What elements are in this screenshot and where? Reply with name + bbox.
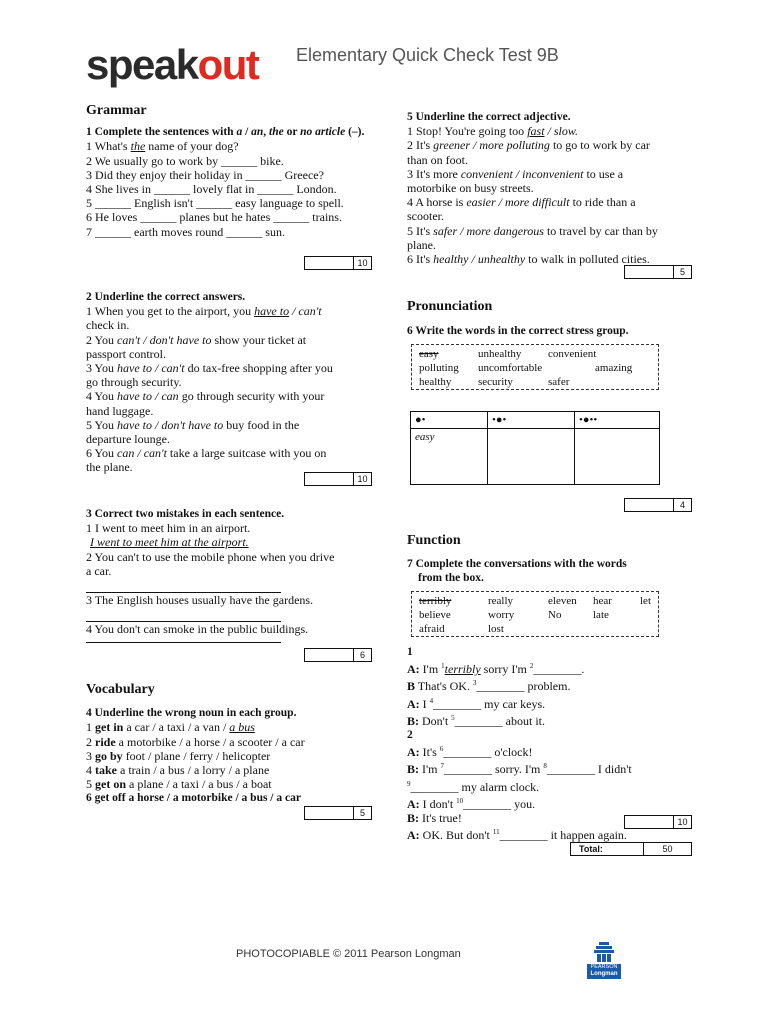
conversations — [407, 645, 707, 842]
conv-line: B: It's true! — [407, 811, 462, 826]
q1-item: 5 ______ English isn't ______ easy language to spell. — [86, 196, 344, 211]
q2-item-cont: passport control. — [86, 346, 166, 361]
q5-item-cont: scooter. — [407, 209, 444, 224]
stress-cell — [488, 429, 575, 485]
q5-item-cont: than on foot. — [407, 152, 468, 167]
word-box — [411, 344, 659, 390]
q4-item: 1 get in a car / a taxi / a van / a bus — [86, 720, 255, 735]
score-box: 6 — [304, 648, 372, 662]
q1-item: 3 Did they enjoy their holiday in ______ Greece? — [86, 167, 324, 182]
q1-item: 2 We usually go to work by ______ bike. — [86, 153, 284, 168]
q2-item: 5 You have to / don't have to buy food in the — [86, 417, 300, 432]
word: terribly — [419, 595, 452, 607]
q2-item-cont: go through security. — [86, 375, 182, 390]
conv-line: $^9$________ my alarm clock. — [407, 779, 540, 794]
word: late — [593, 609, 609, 621]
conversation-number: 1 — [407, 646, 413, 658]
q6-instruction: 6 Write the words in the correct stress group. — [407, 325, 629, 338]
total-label: Total: — [571, 843, 644, 855]
function-block — [407, 534, 707, 586]
word: hear — [593, 595, 612, 607]
q3-item: 2 You can't to use the mobile phone when you drive — [86, 549, 335, 564]
pronunciation-heading: Pronunciation — [407, 299, 493, 314]
word: really — [488, 595, 514, 607]
q2-block — [86, 290, 386, 475]
q2-item-cont: hand luggage. — [86, 403, 154, 418]
q5-item: 2 It's greener / more polluting to go to work by car — [407, 138, 650, 153]
q3-answer: I went to meet him at the airport. — [90, 535, 249, 550]
word: easy — [419, 348, 439, 360]
word: safer — [548, 376, 570, 388]
score-box: 4 — [624, 498, 692, 512]
conv-line: A: I $^4$________ my car keys. — [407, 696, 546, 711]
score-box: 5 — [304, 806, 372, 820]
q1-instruction: 1 Complete the sentences with a / an, the or no article (–). — [86, 126, 365, 139]
stress-header: •●•• — [575, 412, 660, 429]
left-column — [86, 104, 386, 239]
q5-item: 5 It's safer / more dangerous to travel by car than by — [407, 223, 658, 238]
word: let — [640, 595, 651, 607]
score-box: 5 — [624, 265, 692, 279]
vocabulary-heading: Vocabulary — [86, 682, 155, 697]
q5-instruction: 5 Underline the correct adjective. — [407, 111, 571, 123]
word: eleven — [548, 595, 577, 607]
q1-item: 6 He loves ______ planes but he hates ______ trains. — [86, 210, 342, 225]
conv-line: A: I don't $^{10}$________ you. — [407, 796, 536, 811]
q2-item: 1 When you get to the airport, you have to / can't — [86, 304, 322, 319]
word: unhealthy — [478, 348, 522, 360]
q4-item: 4 take a train / a bus / a lorry / a plane — [86, 763, 270, 778]
pronunciation-block — [407, 300, 707, 338]
score-box: 10 — [304, 472, 372, 486]
conv-line: A: It's $^6$________ o'clock! — [407, 745, 533, 760]
score-box: 10 — [624, 815, 692, 829]
pearson-text: PEARSON Longman — [590, 964, 618, 977]
conversation-number: 2 — [407, 729, 413, 742]
grammar-heading: Grammar — [86, 103, 147, 118]
q3-instruction: 3 Correct two mistakes in each sentence. — [86, 508, 285, 520]
function-heading: Function — [407, 533, 461, 548]
q2-item: 3 You have to / can't do tax-free shopping after you — [86, 361, 333, 376]
word: security — [478, 376, 513, 388]
q2-item-cont: the plane. — [86, 460, 133, 475]
q1-item: 4 She lives in ______ lovely flat in ______ London. — [86, 182, 337, 197]
total-box — [570, 842, 692, 856]
conv-line: A: OK. But don't $^{11}$________ it happen again. — [407, 828, 627, 843]
word: uncomfortable — [478, 362, 543, 374]
q3-item: 3 The English houses usually have the gardens. — [86, 593, 314, 608]
answer-line — [86, 636, 281, 643]
q4-item: 6 get off a horse / a motorbike / a bus / a car — [86, 792, 301, 805]
vocabulary-block — [86, 683, 386, 806]
word: polluting — [419, 362, 459, 374]
word: lost — [488, 623, 504, 635]
word: amazing — [595, 362, 633, 374]
stress-cell: easy — [411, 429, 488, 485]
q4-item: 5 get on a plane / a taxi / a bus / a boat — [86, 777, 272, 792]
q5-item: 3 It's more convenient / inconvenient to use a — [407, 166, 624, 181]
stress-header: •●• — [488, 412, 575, 429]
word: No — [548, 609, 562, 621]
q3-item: 4 You don't can smoke in the public buildings. — [86, 622, 309, 637]
copyright-footer: PHOTOCOPIABLE © 2011 Pearson Longman — [236, 948, 461, 960]
q7-instruction: 7 Complete the conversations with the words — [407, 558, 627, 571]
conv-line: A: I'm $^1$terribly sorry I'm $^2$________. — [407, 662, 585, 677]
q5-item-cont: plane. — [407, 237, 436, 252]
q5-item: 1 Stop! You're going too fast / slow. — [407, 124, 578, 139]
conv-line: B: I'm $^7$________ sorry. I'm $^8$________ I didn't — [407, 762, 632, 777]
q2-item: 2 You can't / don't have to show your ticket at — [86, 332, 307, 347]
q5-block — [407, 110, 707, 266]
total-value: 50 — [662, 844, 673, 854]
word: worry — [488, 609, 515, 621]
answer-line — [86, 578, 281, 593]
q1-item: 7 ______ earth moves round ______ sun. — [86, 224, 285, 239]
word: afraid — [419, 623, 445, 635]
q3-item: 1 I went to meet him in an airport. — [86, 521, 251, 536]
stress-cell — [575, 429, 660, 485]
q3-item-cont: a car. — [86, 563, 112, 578]
pearson-logo — [585, 940, 623, 980]
q5-item-cont: motorbike on busy streets. — [407, 181, 534, 196]
answer-line — [86, 607, 281, 622]
q2-item-cont: departure lounge. — [86, 432, 170, 447]
conv-line: B That's OK. $^3$________ problem. — [407, 679, 571, 694]
q3-block — [86, 507, 386, 643]
q1-item: 1 What's the name of your dog? — [86, 139, 239, 154]
word: believe — [419, 609, 451, 621]
speakout-logo: speakout — [86, 41, 259, 88]
q2-instruction: 2 Underline the correct answers. — [86, 291, 246, 303]
stress-table — [410, 411, 660, 485]
q2-item-cont: check in. — [86, 318, 130, 333]
word-box — [411, 591, 659, 637]
q7-instruction-cont: from the box. — [418, 572, 484, 585]
stress-header: ●• — [411, 412, 488, 429]
q5-item: 4 A horse is easier / more difficult to ride than a — [407, 195, 636, 210]
q2-item: 4 You have to / can go through security with your — [86, 389, 325, 404]
word: convenient — [548, 348, 597, 360]
word: healthy — [419, 376, 452, 388]
test-title: Elementary Quick Check Test 9B — [296, 45, 559, 65]
q5-item: 6 It's healthy / unhealthy to walk in polluted cities. — [407, 252, 650, 267]
q4-item: 3 go by foot / plane / ferry / helicopter — [86, 748, 271, 763]
conv-line: B: Don't $^5$________ about it. — [407, 713, 545, 728]
q4-item: 2 ride a motorbike / a horse / a scooter / a car — [86, 734, 305, 749]
q4-instruction: 4 Underline the wrong noun in each group. — [86, 707, 297, 720]
score-box: 10 — [304, 256, 372, 270]
q2-item: 6 You can / can't take a large suitcase with you on — [86, 446, 327, 461]
